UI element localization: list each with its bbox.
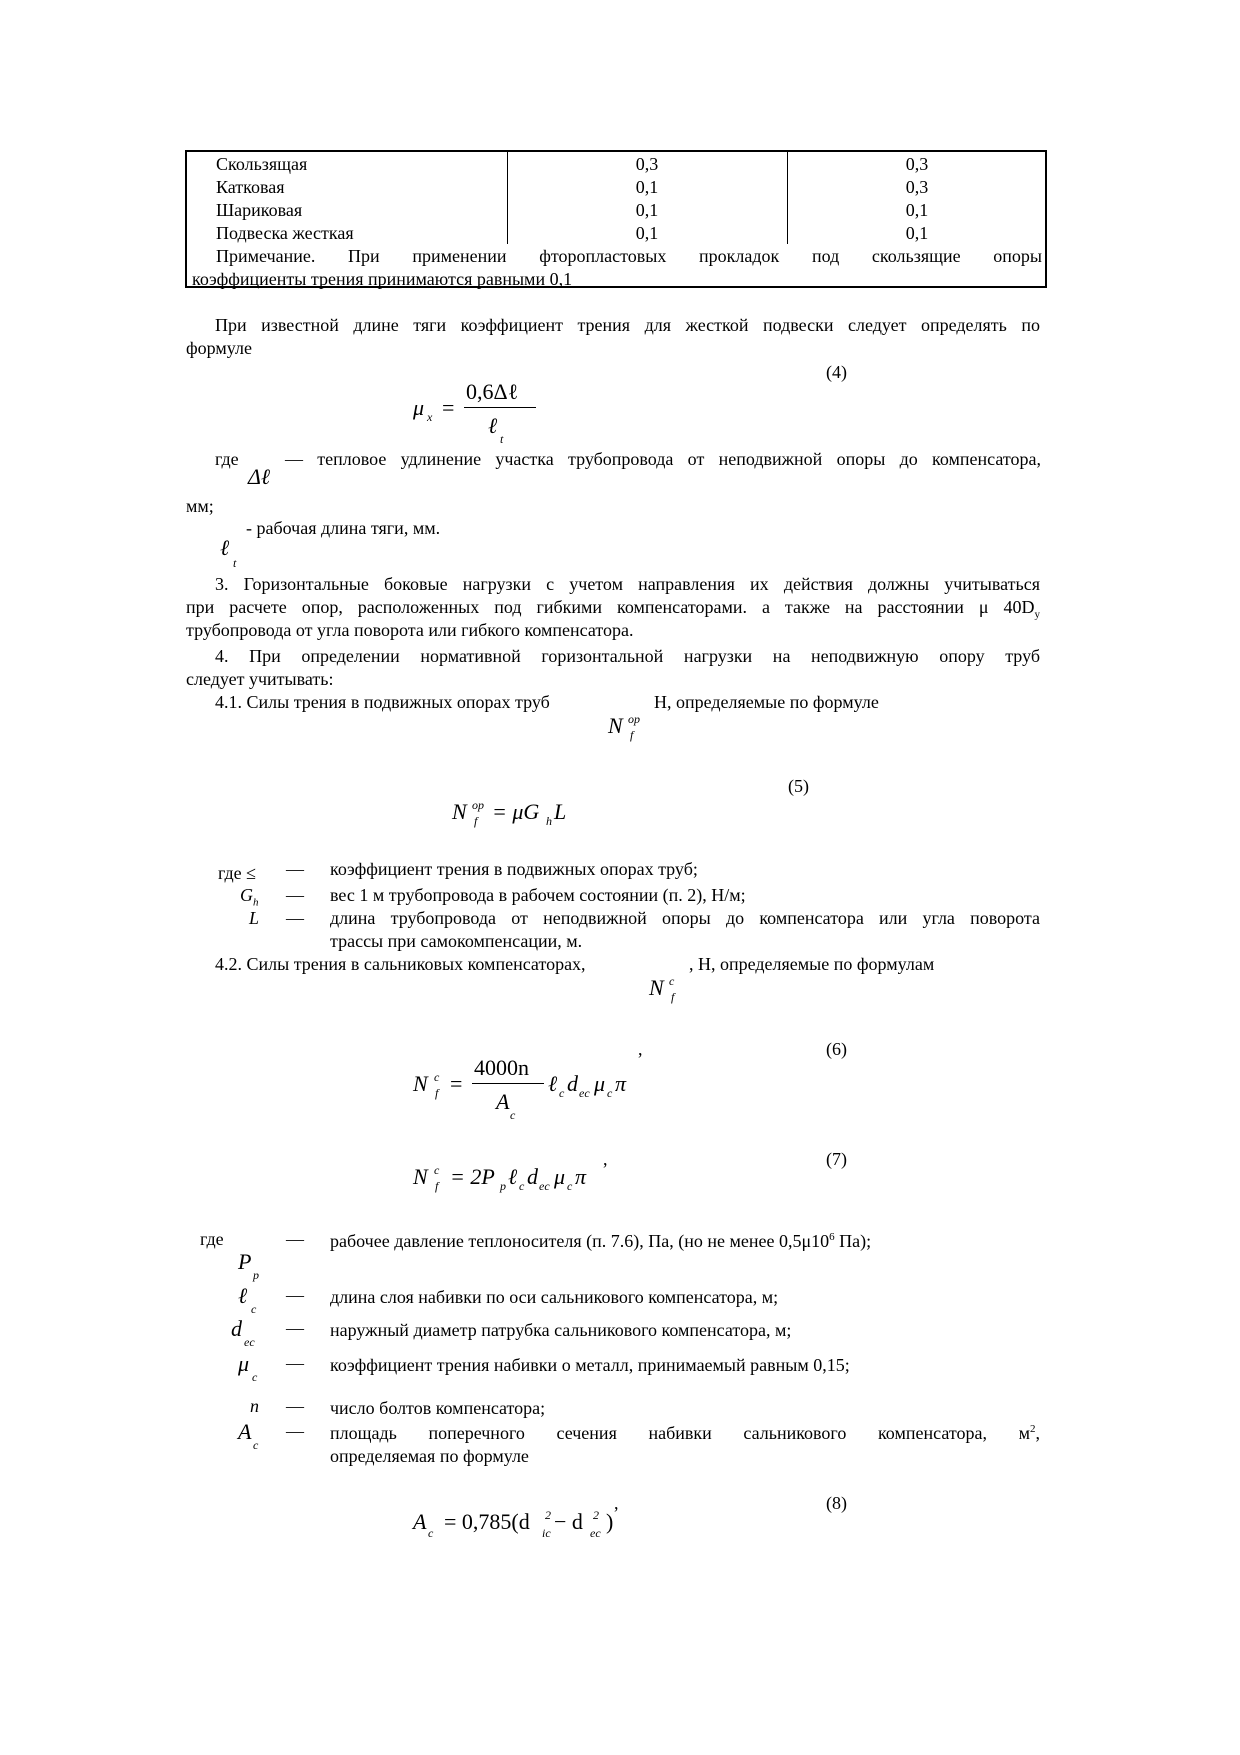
formula-symbol: ℓ (548, 1071, 558, 1096)
formula-symbol: N (452, 799, 467, 824)
where-label: где (215, 449, 239, 469)
table-cell-value: 0,3 (905, 177, 929, 197)
definition-text: - рабочая длина тяги, мм. (246, 518, 441, 538)
formula-equals: = (450, 1071, 463, 1096)
formula-subscript: c (559, 1086, 565, 1100)
formula-subscript: t (500, 432, 504, 446)
formula-symbol: μ (554, 1164, 566, 1189)
formula-5 (450, 795, 600, 835)
formula-subscript: x (427, 410, 433, 424)
table-cell-name: Скользящая (216, 154, 308, 174)
formula-rhs: = 0,785(d (444, 1509, 530, 1534)
table-cell-value: 0,1 (905, 200, 929, 220)
formula-symbol: μ (413, 395, 425, 420)
em-dash: — (286, 859, 304, 879)
formula-rhs: L (554, 799, 567, 824)
formula-symbol: π (615, 1071, 627, 1096)
formula-subscript: c (567, 1179, 573, 1193)
formula-subscript: p (500, 1179, 506, 1193)
formula-numerator: 4000n (474, 1055, 529, 1080)
paragraph-line: 4.2. Силы трения в сальниковых компенсаторах, (215, 954, 586, 974)
formula-subscript: f (435, 1086, 439, 1100)
formula-superscript: 2 (593, 1508, 599, 1522)
em-dash: — (286, 1285, 304, 1305)
definition-text: коэффициент трения набивки о металл, принимаемый равным 0,15; (330, 1355, 850, 1375)
formula-subscript: c (510, 1108, 516, 1122)
formula-6 (410, 1052, 650, 1124)
definition-text: коэффициент трения в подвижных опорах труб; (330, 859, 698, 879)
formula-comma: , (614, 1493, 619, 1513)
formula-subscript: c (251, 1302, 257, 1316)
table-note: Примечание. При применении фторопластовых прокладок под скользящие опоры (216, 246, 1042, 266)
formula-rhs: = μG (492, 799, 540, 824)
formula-subscript: f (630, 728, 634, 742)
symbol: G (240, 885, 253, 905)
formula-symbol: d (567, 1071, 578, 1096)
paragraph-text: при расчете опор, расположенных под гибкими компенсаторами. а также на расстоянии μ 40D (186, 597, 1035, 617)
definition-text: — тепловое удлинение участка трубопровода от неподвижной опоры до компенсатора, (285, 449, 1041, 469)
formula-subscript: f (474, 814, 478, 828)
formula-equals: = (442, 395, 455, 420)
definition-text: наружный диаметр патрубка сальникового компенсатора, м; (330, 1320, 792, 1340)
equation-number: (4) (826, 362, 847, 382)
definition-text-cont: определяемая по формуле (330, 1446, 529, 1466)
text: площадь поперечного сечения набивки сальникового компенсатора, м (330, 1423, 1030, 1443)
definition-text: вес 1 м трубопровода в рабочем состоянии (п. 2), Н/м; (330, 885, 746, 905)
text: рабочее давление теплоносителя (п. 7.6), Па, (но не менее 0,5μ10 (330, 1231, 830, 1251)
formula-symbol (240, 884, 259, 907)
em-dash: — (286, 1353, 304, 1373)
formula-7 (410, 1160, 610, 1200)
formula-superscript: c (434, 1070, 440, 1084)
table-cell-value: 0,3 (905, 154, 929, 174)
formula-symbol: n (250, 1396, 259, 1416)
formula-subscript: c (253, 1438, 259, 1452)
superscript: 6 (829, 1231, 835, 1243)
table-cell-value: 0,1 (635, 200, 659, 220)
formula-subscript: h (546, 814, 552, 828)
formula-symbol: A (413, 1509, 427, 1534)
definition-text (330, 1422, 1040, 1445)
formula-superscript: c (434, 1163, 440, 1177)
table-note-cont: коэффициенты трения принимаются равными 0,1 (192, 269, 573, 289)
formula-symbol: ℓ (508, 1164, 518, 1189)
em-dash: — (286, 885, 304, 905)
formula-denominator: A (496, 1089, 510, 1114)
em-dash: — (286, 1421, 304, 1441)
table-cell-value: 0,1 (635, 177, 659, 197)
formula-superscript: op (628, 712, 640, 726)
definition-text-cont: мм; (186, 496, 214, 516)
formula-subscript: c (607, 1086, 613, 1100)
formula-symbol: ℓ (238, 1283, 248, 1308)
text: , (1035, 1423, 1040, 1443)
formula-comma: , (603, 1149, 608, 1169)
definition-text: число болтов компенсатора; (330, 1398, 546, 1418)
where-label: где (200, 1229, 224, 1249)
formula-symbol: N (413, 1071, 428, 1096)
formula-superscript: c (669, 974, 675, 988)
paragraph-line: , Н, определяемые по формулам (689, 954, 935, 974)
formula-symbol: L (249, 908, 260, 928)
definition-text (330, 1230, 871, 1253)
formula-8 (410, 1505, 620, 1545)
table-cell-value: 0,1 (635, 223, 659, 243)
formula-rhs: ) (606, 1509, 614, 1534)
formula-symbol: d (527, 1164, 538, 1189)
formula-superscript: op (472, 798, 484, 812)
formula-symbol: d (231, 1316, 242, 1341)
text: Па); (834, 1231, 872, 1251)
formula-superscript: 2 (545, 1508, 551, 1522)
formula-subscript: f (435, 1179, 439, 1193)
formula-symbol: A (238, 1419, 252, 1444)
formula-symbol: μ (594, 1071, 606, 1096)
paragraph-line: Н, определяемые по формуле (654, 692, 879, 712)
paragraph-line: следует учитывать: (186, 669, 334, 689)
formula-symbol: π (575, 1164, 587, 1189)
formula-symbol: N (649, 975, 664, 1000)
definition-text: длина трубопровода от неподвижной опоры до компенсатора или угла поворота (330, 908, 1040, 928)
paragraph-line: 4. При определении нормативной горизонтальной нагрузки на неподвижную опору труб (215, 646, 1040, 666)
formula-subscript: t (233, 556, 237, 570)
definition-text-cont: трассы при самокомпенсации, м. (330, 931, 583, 951)
formula-symbol: N (413, 1164, 428, 1189)
table-cell-name: Катковая (216, 177, 285, 197)
table-cell-name: Шариковая (216, 200, 303, 220)
fraction-bar (472, 1083, 544, 1084)
equation-number: (6) (826, 1039, 847, 1059)
where-label: где ≤ (218, 863, 257, 883)
equation-number: (5) (788, 776, 809, 796)
table-cell-name: Подвеска жесткая (216, 223, 354, 243)
formula-comma: , (638, 1039, 643, 1059)
formula-4 (410, 376, 550, 446)
friction-table (185, 150, 1047, 288)
equation-number: (8) (826, 1493, 847, 1513)
formula-subscript: ec (590, 1526, 601, 1540)
paragraph-line: При известной длине тяги коэффициент трения для жесткой подвески следует определять по (215, 315, 1040, 335)
fraction-bar (464, 407, 536, 408)
em-dash: — (286, 908, 304, 928)
subscript: y (1034, 608, 1040, 621)
paragraph-line: формуле (186, 338, 252, 358)
formula-symbol: ℓ (220, 535, 230, 560)
formula-subscript: ec (539, 1179, 550, 1193)
formula-numerator: 0,6Δℓ (466, 379, 519, 404)
paragraph-line: 4.1. Силы трения в подвижных опорах труб (215, 692, 550, 712)
inline-formula-Nf-c (647, 972, 687, 1012)
superscript: 2 (1030, 1423, 1036, 1435)
formula-denominator: ℓ (488, 413, 498, 438)
formula-rhs: = 2P (450, 1164, 495, 1189)
table-cell-value: 0,1 (905, 223, 929, 243)
formula-subscript: c (252, 1370, 258, 1384)
em-dash: — (286, 1318, 304, 1338)
inline-formula-Nf-op (606, 710, 656, 750)
formula-subscript: p (253, 1268, 259, 1282)
formula-symbol: μ (238, 1351, 250, 1376)
table-cell-value: 0,3 (635, 154, 659, 174)
formula-subscript: ec (579, 1086, 590, 1100)
em-dash: — (286, 1229, 304, 1249)
definition-text: длина слоя набивки по оси сальникового компенсатора, м; (330, 1287, 779, 1307)
formula-subscript: c (428, 1526, 434, 1540)
paragraph-line: трубопровода от угла поворота или гибкого компенсатора. (186, 620, 634, 640)
formula-subscript: ic (542, 1526, 551, 1540)
formula-symbol: N (608, 713, 623, 738)
equation-number: (7) (826, 1149, 847, 1169)
paragraph-line (186, 596, 1040, 619)
subscript: h (253, 896, 259, 909)
formula-rhs: − d (554, 1509, 583, 1534)
formula-subscript: f (671, 990, 675, 1004)
paragraph-line: 3. Горизонтальные боковые нагрузки с учетом направления их действия должны учитываться (215, 574, 1040, 594)
formula-subscript: ec (244, 1335, 255, 1349)
formula-subscript: c (519, 1179, 525, 1193)
formula-symbol: P (238, 1249, 252, 1274)
em-dash: — (286, 1396, 304, 1416)
formula-symbol: Δℓ (248, 464, 271, 489)
